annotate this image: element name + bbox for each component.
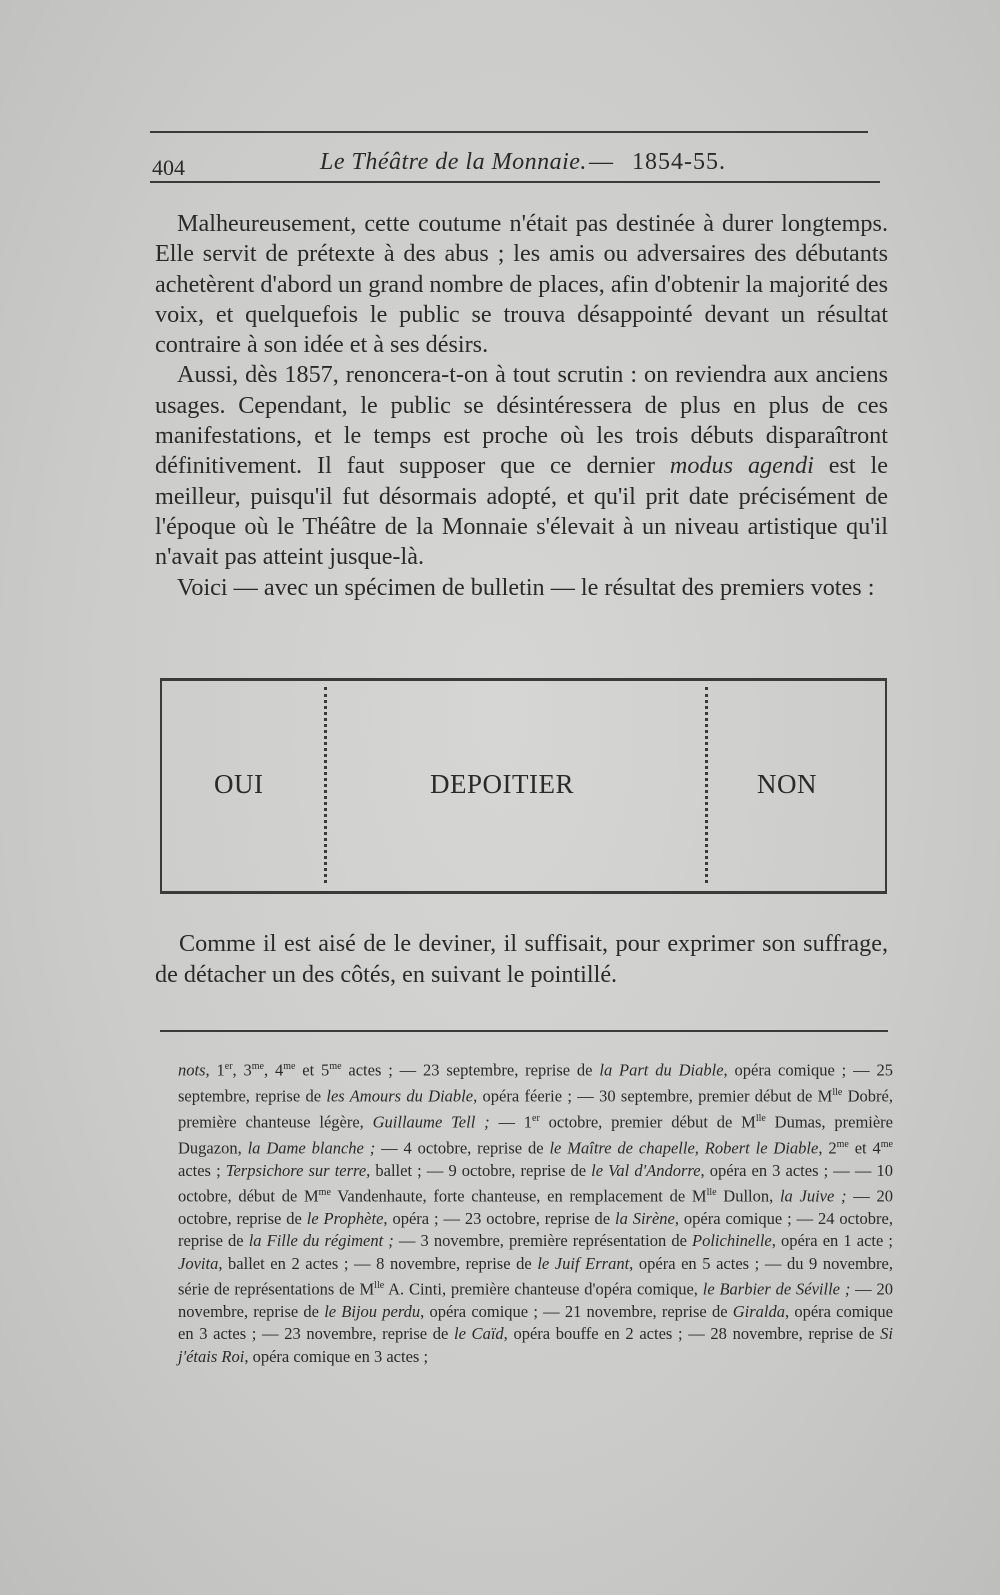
footnote-title: les Amours du Diable	[326, 1086, 474, 1106]
footnote-run: — 1	[489, 1112, 533, 1132]
running-title-dash: —	[589, 149, 613, 175]
footnote-run: Dumas, première Dugazon,	[178, 1112, 894, 1158]
paragraph-2-latin: modus agendi	[669, 452, 814, 480]
footnote-superscript: me	[329, 1061, 342, 1072]
footnote-run: et 5	[295, 1060, 330, 1080]
footnote-title: nots	[178, 1060, 206, 1080]
footnote-text	[178, 1056, 893, 1368]
footnote-title: Jovita	[178, 1253, 219, 1273]
footnote-run: , opéra comique en 3 actes ; — 23 novembre, reprise de	[178, 1302, 893, 1344]
paragraph-2	[155, 360, 888, 572]
footnote-superscript: me	[836, 1138, 849, 1150]
footnote-run: — 3 novembre, première représentation de	[393, 1231, 693, 1251]
footnote-run: , opéra bouffe en 2 actes ; — 28 novembre, reprise de	[503, 1324, 881, 1344]
footnote-title: Si j'étais Roi	[178, 1324, 894, 1366]
footnote-run: actes ; — 23 septembre, reprise de	[341, 1060, 600, 1080]
footnote-run: actes ;	[178, 1160, 226, 1180]
paragraph-3: Voici — avec un spécimen de bulletin — le résultat des premiers votes :	[177, 573, 875, 601]
running-title-years: 1854-55.	[632, 149, 726, 175]
footnote-title: le Caïd	[453, 1324, 504, 1344]
footnote-title: Polichinelle	[692, 1231, 772, 1251]
footnote-run: A. Cinti, première chanteuse d'opéra comique,	[384, 1279, 703, 1299]
footnote-title: la Fille du régiment ;	[248, 1231, 394, 1251]
footnote-run: , ballet ; — 9 octobre, reprise de	[366, 1160, 592, 1180]
footnote-title: le Maître de chapelle, Robert le Diable	[549, 1138, 819, 1158]
footnote-title: le Val d'Andorre	[591, 1160, 701, 1180]
footnote-title: la Part du Diable	[599, 1060, 724, 1080]
footnote-run: , 2	[818, 1138, 837, 1158]
footnote-superscript: lle	[374, 1280, 385, 1292]
paragraph-1: Malheureusement, cette coutume n'était pas destinée à durer longtemps. Elle servit de prétexte à des abus ; les amis ou adversaires des débutants achetèrent d'abord un grand nombre de places, afin d'obtenir la majorité des voix, et quelquefois le public se trouva désappointé devant un résultat contraire à son idée et à ses désirs.	[155, 210, 888, 359]
footnote-run: et 4	[848, 1138, 881, 1158]
footnote-title: le Bijou perdu	[324, 1302, 421, 1322]
ballot-yes-label: OUI	[214, 769, 264, 799]
ballot-perforation-left	[324, 687, 327, 883]
footnote-run: Dullon,	[716, 1186, 780, 1206]
footnote-run: — 4 octobre, reprise de	[375, 1138, 550, 1158]
footnote-superscript: me	[318, 1187, 331, 1199]
page-number: 404	[152, 155, 185, 180]
ballot-perforation-right	[705, 687, 708, 883]
footnote-title: Giralda	[732, 1302, 785, 1322]
paragraph-2-end: est le meilleur, puisqu'il fut désormais adopté, et qu'il prit date précisément de l'époque où le Théâtre de la Monnaie s'élevait à un niveau artistique qu'il n'avait pas atteint jusque-là.	[155, 452, 888, 571]
footnote-superscript: lle	[706, 1187, 717, 1199]
paragraph-2-start: Aussi, dès 1857, renoncera-t-on à tout scrutin : on reviendra aux anciens usages. Cependant, le public se désintéressera de plus en plus de ces manifestations, et le temps est proche où les trois débuts disparaîtront définitivement. Il faut supposer que ce dernier	[155, 361, 888, 480]
footnote-run: , opéra en 3 actes ; — — 10 octobre, début de M	[178, 1160, 894, 1206]
footnote-run: , opéra en 5 actes ; — du 9 novembre, série de représentations de M	[178, 1253, 893, 1299]
after-ballot-paragraph: Comme il est aisé de le deviner, il suffisait, pour exprimer son suffrage, de détacher un des côtés, en suivant le pointillé.	[155, 930, 888, 988]
after-ballot-text	[155, 928, 888, 990]
footnote-separator	[160, 1030, 888, 1032]
footnote-title: la Sirène	[614, 1208, 675, 1228]
footnote-superscript: lle	[832, 1086, 843, 1098]
footnote-run: , 3	[232, 1060, 252, 1080]
footnote-run: , opéra comique ; — 24 octobre, reprise de	[178, 1208, 893, 1251]
footnote-title: le Barbier de Séville ;	[702, 1279, 851, 1299]
footnote-run: , opéra comique en 3 actes ;	[244, 1346, 429, 1366]
ballot-specimen	[160, 678, 887, 894]
footnote-superscript: me	[880, 1138, 893, 1150]
footnote-run: — 20 octobre, reprise de	[178, 1186, 893, 1228]
running-head	[152, 147, 880, 181]
footnote-title: le Prophète	[306, 1208, 384, 1228]
footnote-title: Terpsichore sur terre	[225, 1160, 367, 1180]
footnote-run: , opéra comique ; — 25 septembre, reprise de	[178, 1060, 893, 1106]
footnote-run: octobre, premier début de M	[539, 1112, 756, 1132]
footnote-title: Guillaume Tell ;	[372, 1112, 490, 1132]
footnote-run: , 4	[263, 1060, 284, 1080]
footnote-run: — 20 novembre, reprise de	[178, 1279, 894, 1322]
running-title: Le Théâtre de la Monnaie.	[320, 149, 587, 175]
footnote-superscript: lle	[755, 1112, 766, 1124]
footnote	[178, 1056, 893, 1368]
footnote-run: Dobré, première chanteuse légère,	[178, 1086, 893, 1132]
footnote-run: , 1	[205, 1060, 225, 1080]
footnote-title: la Dame blanche ;	[247, 1138, 376, 1158]
footnote-run: , opéra en 1 acte ;	[771, 1231, 894, 1251]
main-text	[155, 209, 888, 603]
footnote-title: le Juif Errant	[537, 1253, 630, 1273]
footnote-run: , opéra comique ; — 21 novembre, reprise de	[420, 1302, 733, 1322]
footnote-superscript: me	[283, 1061, 296, 1072]
footnote-title: la Juive ;	[779, 1186, 847, 1206]
footnote-run: , ballet en 2 actes ; — 8 novembre, reprise de	[218, 1253, 538, 1273]
header-bottom-rule	[150, 181, 880, 183]
ballot-candidate-name: DEPOITIER	[430, 769, 574, 799]
header-top-rule	[150, 131, 868, 133]
footnote-superscript: er	[224, 1061, 233, 1072]
footnote-run: , opéra féerie ; — 30 septembre, premier début de M	[473, 1086, 833, 1106]
footnote-superscript: me	[251, 1061, 264, 1072]
ballot-no-label: NON	[757, 769, 817, 799]
footnote-run: Vandenhaute, forte chanteuse, en remplacement de M	[330, 1186, 707, 1206]
footnote-run: , opéra ; — 23 octobre, reprise de	[383, 1208, 615, 1228]
footnote-superscript: er	[532, 1112, 540, 1124]
